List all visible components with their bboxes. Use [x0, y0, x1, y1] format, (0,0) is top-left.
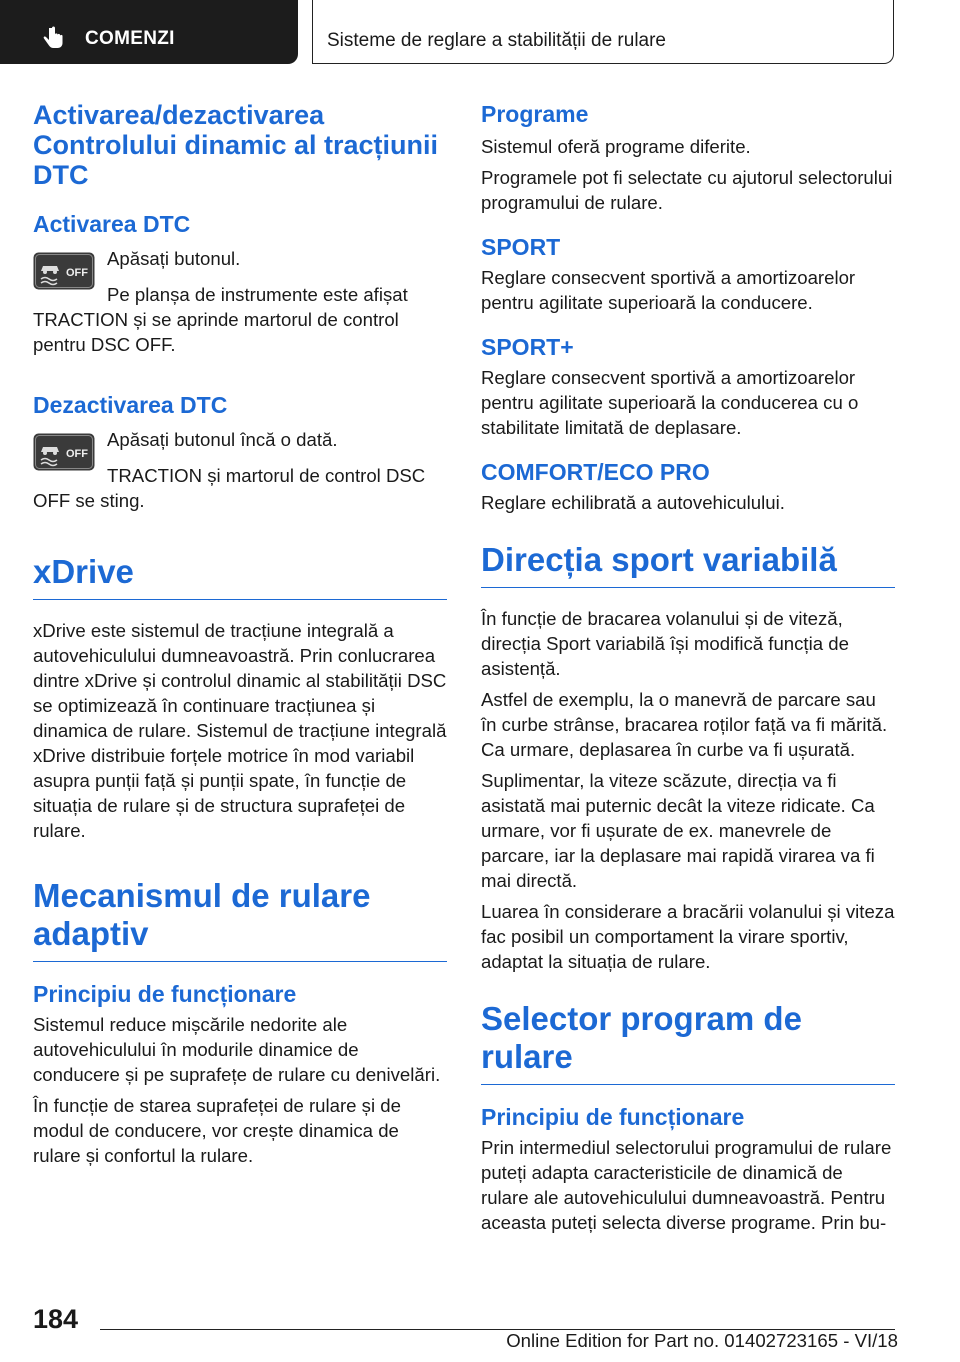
page-number: 184 — [33, 1304, 79, 1334]
traction-off-icon — [33, 252, 95, 290]
heading-programs: Programe — [481, 101, 589, 127]
sport-plus-paragraph: Reglare consecvent sportivă a amortizoarelor pentru agilitate superioară la conducerea cu o stabilitate limitată de deplasare. — [481, 367, 859, 438]
principle-paragraph-1: Sistemul reduce mișcările nedorite ale autovehiculului în modurile dinamice de conducere și pe suprafețe de rulare cu denivelări. — [33, 1014, 441, 1085]
heading-deactivate-dtc: Dezactivarea DTC — [33, 392, 228, 418]
edition-note: Online Edition for Part no. 01402723165 - VI/18 — [506, 1330, 898, 1351]
heading-drive-mode-selector: Selector program de rulare — [481, 1000, 802, 1075]
adaptive-heading-block — [33, 877, 447, 962]
steering-heading-block — [481, 541, 895, 588]
heading-principle-left: Principiu de funcționare — [33, 981, 297, 1007]
heading-dtc-toggle: Activarea/dezactivarea Controlului dinamic al tracțiunii DTC — [33, 100, 439, 190]
sport-paragraph: Reglare consecvent sportivă a amortizoarelor pentru agilitate superioară la conducere. — [481, 267, 856, 313]
right-column — [481, 100, 895, 1241]
page-footer — [0, 1296, 960, 1362]
deactivate-step-2: TRACTION și martorul de control DSC OFF se sting. — [33, 465, 426, 511]
heading-principle-right: Principiu de funcționare — [481, 1104, 745, 1130]
svg-text:OFF: OFF — [66, 448, 88, 460]
heading-activate-dtc: Activarea DTC — [33, 211, 191, 237]
left-column — [33, 100, 447, 1174]
activate-step-1: Apăsați butonul. — [107, 248, 241, 269]
comfort-paragraph: Reglare echilibrată a autovehiculului. — [481, 492, 785, 513]
section-label: COMENZI — [85, 28, 175, 49]
traction-off-icon — [33, 433, 95, 471]
programs-paragraph-1: Sistemul oferă programe diferite. — [481, 136, 751, 157]
xdrive-paragraph: xDrive este sistemul de tracțiune integrală a autovehiculului dumneavoastră. Prin conlucrarea dintre xDrive și controlul dinamic al stabilității DSC se optimizează în continuare tracțiunea și dinamica de rulare. Sistemul de tracțiune integrală xDrive distribuie forțele motrice în mod variabil asupra punții față și punții spate, în funcție de situația de rulare și de structura suprafeței de rulare. — [33, 620, 447, 841]
heading-variable-sport-steering: Direcția sport variabilă — [481, 541, 837, 578]
hand-pointer-icon — [40, 26, 66, 52]
heading-sport-plus: SPORT+ — [481, 334, 574, 360]
chapter-title: Sisteme de reglare a stabilității de rulare — [327, 30, 667, 51]
heading-comfort-eco-pro: COMFORT/ECO PRO — [481, 459, 710, 485]
programs-paragraph-2: Programele pot fi selectate cu ajutorul selectorului programului de rulare. — [481, 167, 893, 213]
section-tab — [0, 0, 298, 64]
chapter-tab — [312, 0, 894, 64]
steering-paragraph-3: Suplimentar, la viteze scăzute, direcția va fi asistată mai puternic decât la viteze ridicate. Ca urmare, vor fi ușurate de ex. manevrele de parcare, iar la deplasare mai rapidă virarea va fi mai directă. — [481, 770, 875, 891]
svg-text:OFF: OFF — [66, 267, 88, 279]
principle-paragraph-2: În funcție de starea suprafeței de rulare și de modul de conducere, vor crește dinamica de rulare și confortul la rulare. — [33, 1095, 401, 1166]
activate-step-2: Pe planșa de instrumente este afișat TRACTION și se aprinde martorul de control pentru DSC OFF. — [33, 284, 408, 355]
steering-paragraph-2: Astfel de exemplu, la o manevră de parcare sau în curbe strânse, bracarea roților față va fi mărită. Ca urmare, deplasarea în curbe va fi ușurată. — [481, 689, 888, 760]
selector-heading-block — [481, 1000, 895, 1085]
steering-paragraph-1: În funcție de bracarea volanului și de viteză, direcția Sport variabilă își modifică funcția de asistență. — [481, 608, 849, 679]
xdrive-heading-block — [33, 553, 447, 600]
selector-paragraph: Prin intermediul selectorului programului de rulare puteți adapta caracteristicile de dinamică de rulare ale autovehiculului dumneavoastră. Pentru aceasta puteți selecta diverse programe. Prin bu- — [481, 1137, 892, 1233]
heading-sport: SPORT — [481, 234, 561, 260]
deactivate-step-1: Apăsați butonul încă o dată. — [107, 429, 338, 450]
heading-xdrive: xDrive — [33, 553, 134, 590]
page-header — [0, 0, 960, 66]
heading-adaptive-suspension: Mecanismul de rulare adaptiv — [33, 877, 371, 952]
steering-paragraph-4: Luarea în considerare a bracării volanului și viteza fac posibil un comportament la virare sportiv, adaptat la situația de rulare. — [481, 901, 895, 972]
